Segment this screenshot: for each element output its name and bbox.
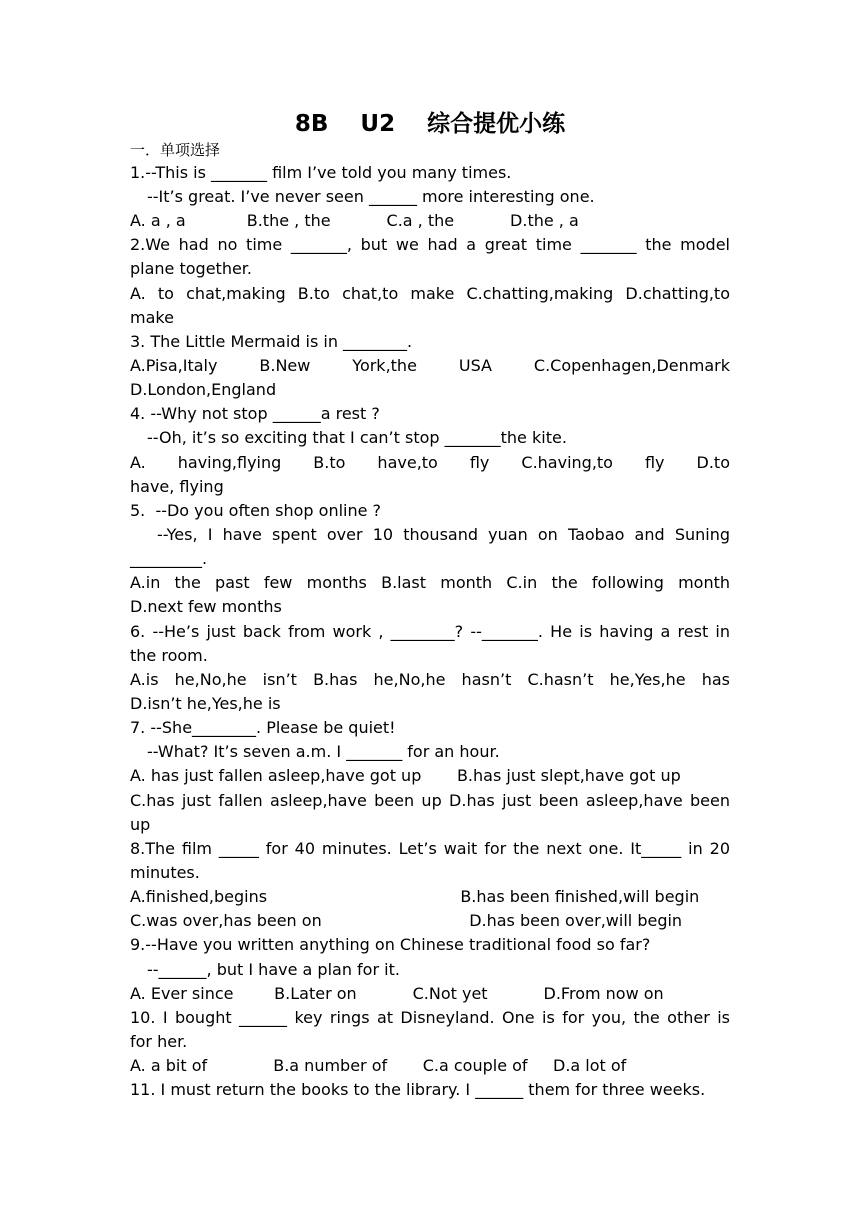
text-line: D.isn’t he,Yes,he is bbox=[130, 694, 281, 713]
text-line: 6. --He’s just back from work , ________? --_______. He is having a rest in bbox=[130, 622, 730, 641]
text-line: A. to chat,making B.to chat,to make C.chatting,making D.chatting,to bbox=[130, 284, 730, 303]
text-line: make bbox=[130, 308, 174, 327]
worksheet-title: 8B U2 综合提优小练 bbox=[294, 111, 566, 137]
text-line: up bbox=[130, 815, 151, 834]
text-line: A. Ever since B.Later on C.Not yet D.From now on bbox=[130, 984, 664, 1003]
text-line: --What? It’s seven a.m. I _______ for an hour. bbox=[147, 742, 500, 761]
text-line: 3. The Little Mermaid is in ________. bbox=[130, 332, 413, 351]
text-line: A.Pisa,Italy B.New York,the USA C.Copenhagen,Denmark bbox=[130, 356, 730, 375]
text-line: A.finished,begins B.has been finished,will begin bbox=[130, 887, 700, 906]
text-line: the room. bbox=[130, 646, 208, 665]
text-line: 8.The film _____ for 40 minutes. Let’s wait for the next one. It_____ in 20 bbox=[130, 839, 730, 858]
text-line: A. a , a B.the , the C.a , the D.the , a bbox=[130, 211, 579, 230]
text-line: 10. I bought ______ key rings at Disneyland. One is for you, the other is bbox=[130, 1008, 730, 1027]
text-line: minutes. bbox=[130, 863, 200, 882]
text-line: plane together. bbox=[130, 259, 252, 278]
text-line: A.is he,No,he isn’t B.has he,No,he hasn’t C.hasn’t he,Yes,he has bbox=[130, 670, 730, 689]
text-line: --______, but I have a plan for it. bbox=[147, 960, 400, 979]
text-line: A.in the past few months B.last month C.in the following month bbox=[130, 573, 730, 592]
text-line: --Oh, it’s so exciting that I can’t stop _______the kite. bbox=[147, 428, 567, 447]
text-line: have, flying bbox=[130, 477, 224, 496]
text-line: --It’s great. I’ve never seen ______ more interesting one. bbox=[147, 187, 595, 206]
text-line: C.was over,has been on D.has been over,will begin bbox=[130, 911, 683, 930]
section-heading: 一．单项选择 bbox=[130, 141, 221, 159]
text-line: D.London,England bbox=[130, 380, 277, 399]
text-line: 4. --Why not stop ______a rest ? bbox=[130, 404, 380, 423]
text-line: C.has just fallen asleep,have been up D.has just been asleep,have been bbox=[130, 791, 730, 810]
text-line: 5. --Do you often shop online ? bbox=[130, 501, 382, 520]
text-line: A. has just fallen asleep,have got up B.has just slept,have got up bbox=[130, 766, 681, 785]
text-line: 11. I must return the books to the library. I ______ them for three weeks. bbox=[130, 1080, 706, 1099]
text-line: 9.--Have you written anything on Chinese traditional food so far? bbox=[130, 935, 651, 954]
text-line: A. having,flying B.to have,to fly C.having,to fly D.to bbox=[130, 453, 730, 472]
text-line: _________. bbox=[130, 549, 208, 568]
text-line: --Yes, I have spent over 10 thousand yuan on Taobao and Suning bbox=[157, 525, 730, 544]
text-line: for her. bbox=[130, 1032, 188, 1051]
text-line: 7. --She________. Please be quiet! bbox=[130, 718, 396, 737]
text-line: A. a bit of B.a number of C.a couple of D.a lot of bbox=[130, 1056, 627, 1075]
text-line: 2.We had no time _______, but we had a great time _______ the model bbox=[130, 235, 730, 254]
text-line: 1.--This is _______ film I’ve told you many times. bbox=[130, 163, 512, 182]
text-line: D.next few months bbox=[130, 597, 282, 616]
